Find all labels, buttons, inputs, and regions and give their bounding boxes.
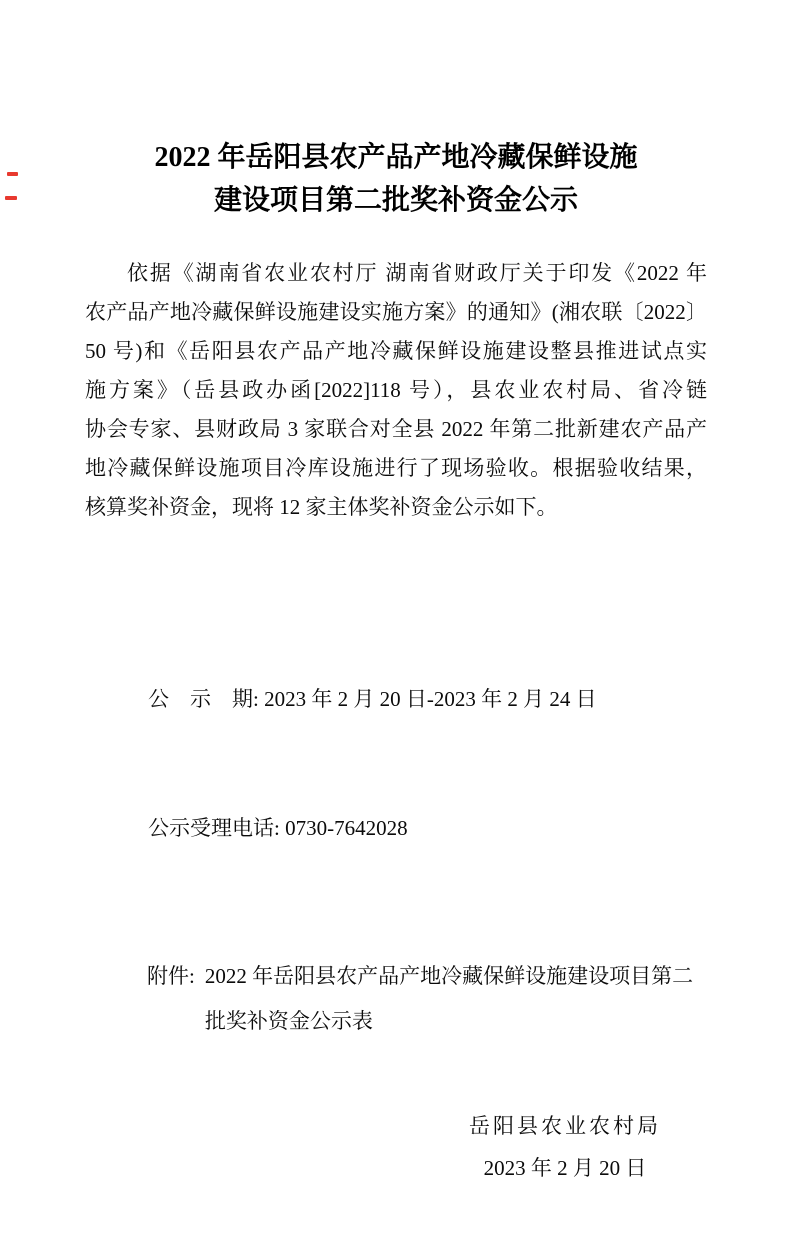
body-paragraph	[85, 254, 707, 527]
title-line-1: 2022 年岳阳县农产品产地冷藏保鲜设施	[154, 142, 638, 173]
attachment-line-1: 2022 年岳阳县农产品产地冷藏保鲜设施建设项目第二	[204, 964, 694, 988]
signature-date: 2023 年 2 月 20 日	[483, 1156, 647, 1180]
signature-block	[469, 1105, 661, 1189]
paragraph-line: 依据《湖南省农业农村厅 湖南省财政厅关于印发《2022 年	[127, 261, 707, 285]
paragraph-line: 农产品产地冷藏保鲜设施建设实施方案》的通知》(湘农联〔2022〕	[85, 300, 707, 324]
attachment-line-2: 批奖补资金公示表	[204, 1009, 373, 1033]
document-title	[85, 136, 707, 222]
paragraph-line: 协会专家、县财政局 3 家联合对全县 2022 年第二批新建农产品产	[85, 417, 707, 441]
red-pen-mark-2	[5, 196, 17, 200]
paragraph-line: 50 号)和《岳阳县农产品产地冷藏保鲜设施建设整县推进试点实	[85, 339, 707, 363]
paragraph-line: 核算奖补资金，现将 12 家主体奖补资金公示如下。	[85, 495, 558, 519]
paragraph-line: 施方案》（岳县政办函[2022]118 号），县农业农村局、省冷链	[85, 378, 707, 402]
publicity-period-line: 公 示 期: 2023 年 2 月 20 日-2023 年 2 月 24 日	[148, 687, 597, 711]
red-pen-mark-1	[7, 172, 18, 176]
attachment-label: 附件:	[147, 964, 195, 988]
document-page	[0, 136, 793, 1258]
publicity-phone-line: 公示受理电话: 0730-7642028	[148, 816, 408, 840]
attachment-block	[147, 954, 707, 1044]
signature-org: 岳阳县农业农村局	[469, 1114, 661, 1138]
title-line-2: 建设项目第二批奖补资金公示	[213, 185, 578, 216]
paragraph-line: 地冷藏保鲜设施项目冷库设施进行了现场验收。根据验收结果，	[85, 456, 707, 480]
attachment-text	[205, 954, 693, 1044]
publicity-info-block	[148, 592, 707, 936]
